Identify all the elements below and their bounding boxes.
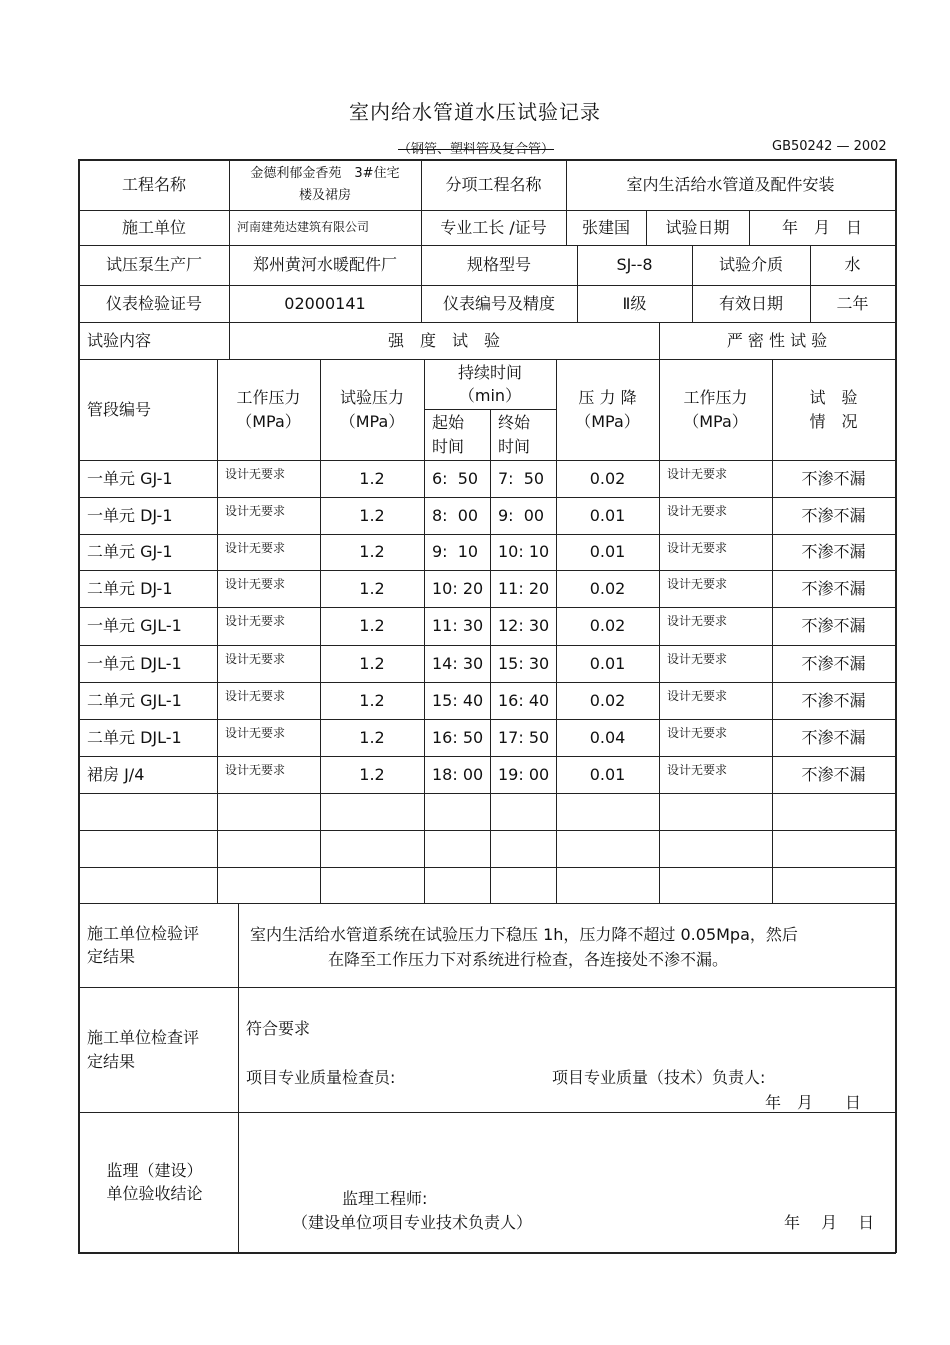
strength-test-heading: 强 度 试 验 bbox=[387, 330, 500, 350]
row-work-pressure: 设计无要求 bbox=[225, 541, 286, 555]
row-test-pressure: 1.2 bbox=[359, 468, 385, 488]
supervision-label: 监理（建设） 单位验收结论 bbox=[106, 1160, 203, 1203]
row-work-pressure-2: 设计无要求 bbox=[667, 652, 728, 666]
row-result: 不渗不漏 bbox=[801, 578, 866, 598]
owner-tech-chief-label: （建设单位项目专业技术负责人） bbox=[292, 1213, 533, 1232]
inspection-label: 施工单位检查评 定结果 bbox=[87, 1028, 200, 1071]
document-title: 室内给水管道水压试验记录 bbox=[349, 100, 601, 124]
row-start-time: 9: 10 bbox=[432, 542, 479, 562]
row-pressure-drop: 0.02 bbox=[589, 616, 626, 636]
tightness-test-heading: 严 密 性 试 验 bbox=[726, 330, 828, 350]
grid-line bbox=[238, 903, 239, 1253]
row-test-pressure: 1.2 bbox=[359, 616, 385, 636]
row-work-pressure: 设计无要求 bbox=[225, 467, 286, 481]
row-start-time: 10: 20 bbox=[432, 578, 484, 598]
evaluation-text-line1: 室内生活给水管道系统在试验压力下稳压 1h，压力降不超过 0.05Mpa，然后 bbox=[250, 925, 798, 944]
row-work-pressure-2: 设计无要求 bbox=[667, 726, 728, 740]
model-value: SJ--8 bbox=[616, 255, 653, 275]
col-segment: 管段编号 bbox=[87, 399, 152, 419]
valid-label: 有效日期 bbox=[718, 293, 783, 313]
row-pressure-drop: 0.02 bbox=[589, 690, 626, 710]
row-work-pressure-2: 设计无要求 bbox=[667, 614, 728, 628]
row-pressure-drop: 0.02 bbox=[589, 578, 626, 598]
row-segment: 二单元 DJ-1 bbox=[87, 578, 173, 598]
supervision-engineer-label: 监理工程师: bbox=[342, 1189, 428, 1208]
row-start-time: 8: 00 bbox=[432, 505, 479, 525]
medium-value: 水 bbox=[844, 255, 861, 275]
foreman-value: 张建国 bbox=[581, 217, 630, 237]
grid-line bbox=[78, 830, 896, 831]
row-pressure-drop: 0.04 bbox=[589, 727, 626, 747]
row-pressure-drop: 0.01 bbox=[589, 653, 626, 673]
row-segment: 一单元 GJ-1 bbox=[87, 468, 173, 488]
grid-line bbox=[895, 159, 897, 1253]
row-test-pressure: 1.2 bbox=[359, 653, 385, 673]
row-work-pressure: 设计无要求 bbox=[225, 689, 286, 703]
row-work-pressure-2: 设计无要求 bbox=[667, 577, 728, 591]
col-end-time: 终始 时间 bbox=[498, 413, 531, 456]
row-result: 不渗不漏 bbox=[801, 542, 866, 562]
project-name-value: 金德利郁金香苑 3#住宅 楼及裙房 bbox=[250, 165, 400, 203]
evaluation-text-line2: 在降至工作压力下对系统进行检查，各连接处不渗不漏。 bbox=[328, 950, 729, 969]
contractor-label: 施工单位 bbox=[121, 217, 186, 237]
test-date-label: 试验日期 bbox=[665, 217, 730, 237]
evaluation-label: 施工单位检验评 定结果 bbox=[87, 923, 200, 966]
row-work-pressure-2: 设计无要求 bbox=[667, 763, 728, 777]
model-label: 规格型号 bbox=[466, 255, 531, 275]
quality-inspector-label: 项目专业质量检查员: bbox=[246, 1068, 396, 1087]
test-date-value: 年 月 日 bbox=[781, 217, 862, 237]
project-name-label: 工程名称 bbox=[121, 175, 186, 195]
row-result: 不渗不漏 bbox=[801, 764, 866, 784]
row-segment: 二单元 GJL-1 bbox=[87, 690, 182, 710]
row-segment: 一单元 DJ-1 bbox=[87, 505, 173, 525]
row-end-time: 16: 40 bbox=[498, 690, 550, 710]
quality-chief-label: 项目专业质量（技术）负责人: bbox=[552, 1068, 766, 1087]
col-pressure-drop: 压 力 降 （MPa） bbox=[575, 388, 640, 431]
sub-project-value: 室内生活给水管道及配件安装 bbox=[626, 175, 835, 195]
row-end-time: 10: 10 bbox=[498, 542, 550, 562]
row-test-pressure: 1.2 bbox=[359, 690, 385, 710]
row-pressure-drop: 0.02 bbox=[589, 468, 626, 488]
grid-line bbox=[78, 1252, 896, 1254]
supervision-date: 年 月 日 bbox=[784, 1213, 875, 1232]
row-result: 不渗不漏 bbox=[801, 653, 866, 673]
col-work-pressure-2: 工作压力 （MPa） bbox=[683, 388, 748, 431]
row-segment: 二单元 GJ-1 bbox=[87, 542, 173, 562]
row-test-pressure: 1.2 bbox=[359, 505, 385, 525]
row-work-pressure: 设计无要求 bbox=[225, 614, 286, 628]
row-segment: 一单元 DJL-1 bbox=[87, 653, 182, 673]
row-result: 不渗不漏 bbox=[801, 468, 866, 488]
row-work-pressure-2: 设计无要求 bbox=[667, 504, 728, 518]
row-test-pressure: 1.2 bbox=[359, 542, 385, 562]
inspection-date: 年 月 日 bbox=[765, 1093, 862, 1112]
row-end-time: 12: 30 bbox=[498, 616, 550, 636]
row-start-time: 15: 40 bbox=[432, 690, 484, 710]
instrument-value: Ⅱ级 bbox=[622, 293, 647, 313]
row-end-time: 19: 00 bbox=[498, 764, 550, 784]
row-pressure-drop: 0.01 bbox=[589, 764, 626, 784]
row-end-time: 15: 30 bbox=[498, 653, 550, 673]
row-pressure-drop: 0.01 bbox=[589, 542, 626, 562]
row-start-time: 14: 30 bbox=[432, 653, 484, 673]
row-result: 不渗不漏 bbox=[801, 616, 866, 636]
row-test-pressure: 1.2 bbox=[359, 727, 385, 747]
row-test-pressure: 1.2 bbox=[359, 764, 385, 784]
cert-label: 仪表检验证号 bbox=[105, 293, 202, 313]
standard-code: GB50242 — 2002 bbox=[772, 139, 887, 154]
row-end-time: 17: 50 bbox=[498, 727, 550, 747]
medium-label: 试验介质 bbox=[718, 255, 783, 275]
pump-maker-label: 试压泵生产厂 bbox=[105, 255, 202, 275]
document-subtitle: （钢管、塑料管及复合管） bbox=[398, 142, 555, 157]
row-start-time: 16: 50 bbox=[432, 727, 484, 747]
row-work-pressure: 设计无要求 bbox=[225, 763, 286, 777]
col-duration: 持续时间 （min） bbox=[457, 362, 522, 405]
sub-project-label: 分项工程名称 bbox=[445, 175, 542, 195]
row-test-pressure: 1.2 bbox=[359, 578, 385, 598]
grid-line bbox=[78, 867, 896, 868]
contractor-value: 河南建苑达建筑有限公司 bbox=[237, 219, 370, 234]
row-work-pressure: 设计无要求 bbox=[225, 577, 286, 591]
col-work-pressure: 工作压力 （MPa） bbox=[236, 388, 301, 431]
row-work-pressure-2: 设计无要求 bbox=[667, 541, 728, 555]
instrument-label: 仪表编号及精度 bbox=[442, 293, 555, 313]
row-result: 不渗不漏 bbox=[801, 727, 866, 747]
row-work-pressure-2: 设计无要求 bbox=[667, 467, 728, 481]
row-work-pressure: 设计无要求 bbox=[225, 726, 286, 740]
row-segment: 一单元 GJL-1 bbox=[87, 616, 182, 636]
row-end-time: 9: 00 bbox=[498, 505, 545, 525]
row-start-time: 6: 50 bbox=[432, 468, 479, 488]
row-result: 不渗不漏 bbox=[801, 690, 866, 710]
row-end-time: 11: 20 bbox=[498, 578, 550, 598]
row-work-pressure: 设计无要求 bbox=[225, 504, 286, 518]
col-test-pressure: 试验压力 （MPa） bbox=[339, 388, 405, 431]
row-segment: 裙房 J/4 bbox=[87, 764, 145, 784]
valid-value: 二年 bbox=[836, 293, 869, 313]
row-result: 不渗不漏 bbox=[801, 505, 866, 525]
col-result: 试 验 情 况 bbox=[809, 388, 858, 431]
row-pressure-drop: 0.01 bbox=[589, 505, 626, 525]
col-start-time: 起始 时间 bbox=[432, 413, 465, 456]
cert-value: 02000141 bbox=[284, 293, 366, 313]
row-work-pressure: 设计无要求 bbox=[225, 652, 286, 666]
row-start-time: 18: 00 bbox=[432, 764, 484, 784]
pump-maker-value: 郑州黄河水暖配件厂 bbox=[252, 255, 397, 275]
foreman-label: 专业工长 /证号 bbox=[440, 217, 547, 237]
inspection-conclusion: 符合要求 bbox=[246, 1019, 311, 1038]
row-work-pressure-2: 设计无要求 bbox=[667, 689, 728, 703]
row-segment: 二单元 DJL-1 bbox=[87, 727, 182, 747]
row-end-time: 7: 50 bbox=[498, 468, 545, 488]
test-content-label: 试验内容 bbox=[87, 330, 152, 350]
row-start-time: 11: 30 bbox=[432, 616, 484, 636]
